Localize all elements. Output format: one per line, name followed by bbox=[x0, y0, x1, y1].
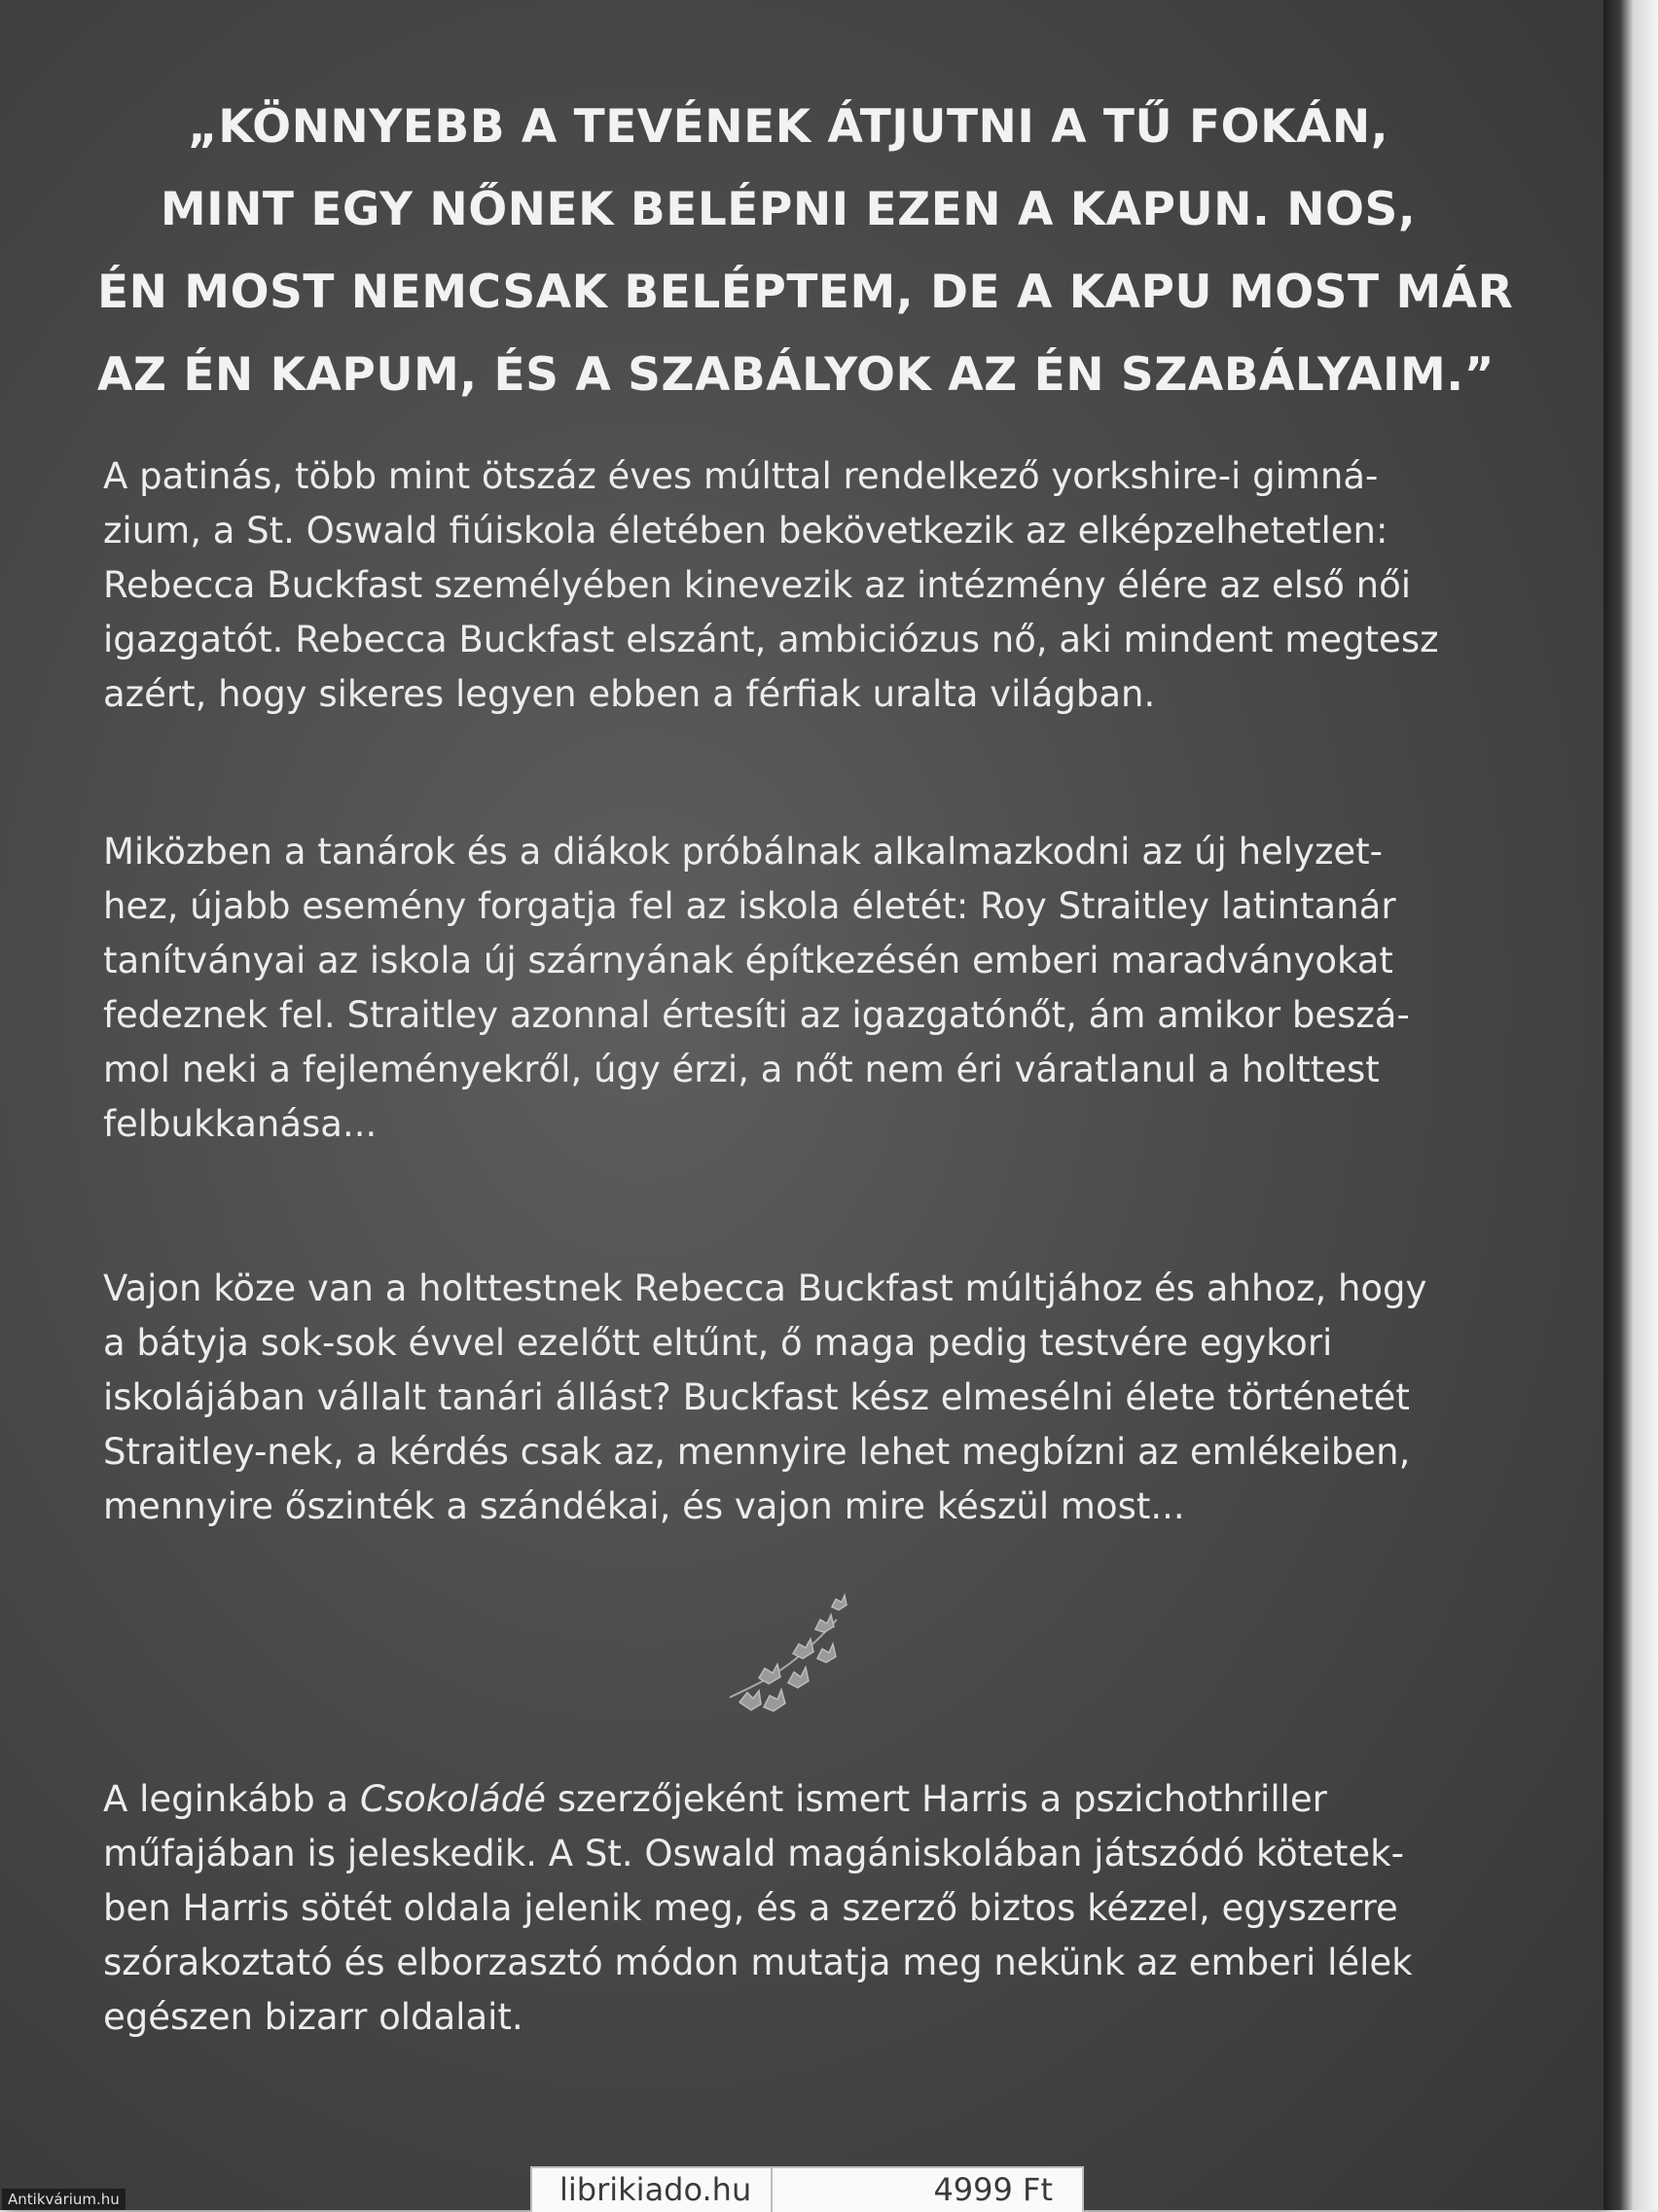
cover-quote bbox=[97, 86, 1514, 416]
text-line: Rebecca Buckfast személyében kinevezik az intézmény élére az első női bbox=[103, 564, 1412, 606]
text-line: A leginkább a Csokoládé szerzőjeként ismert Harris a pszichothriller bbox=[103, 1778, 1327, 1820]
ivy-leaves-icon bbox=[710, 1586, 856, 1731]
quote-line: ÉN MOST NEMCSAK BELÉPTEM, DE A KAPU MOST MÁR bbox=[97, 266, 1514, 319]
publisher-website: librikiado.hu bbox=[559, 2168, 773, 2212]
quote-line: AZ ÉN KAPUM, ÉS A SZABÁLYOK AZ ÉN SZABÁLYAIM.” bbox=[97, 348, 1495, 402]
text-line: műfajában is jeleskedik. A St. Oswald magániskolában játszódó kötetek- bbox=[103, 1833, 1404, 1874]
text-line: zium, a St. Oswald fiúiskola életében bekövetkezik az elképzelhetetlen: bbox=[103, 510, 1388, 552]
text-line: Miközben a tanárok és a diákok próbálnak alkalmazkodni az új helyzet- bbox=[103, 831, 1383, 873]
text-line: ben Harris sötét oldala jelenik meg, és a szerző biztos kézzel, egyszerre bbox=[103, 1887, 1398, 1929]
text-line: hez, újabb esemény forgatja fel az iskola életét: Roy Straitley latintanár bbox=[103, 885, 1396, 927]
text-line: Vajon köze van a holttestnek Rebecca Buckfast múltjához és ahhoz, hogy bbox=[103, 1267, 1427, 1309]
book-title: Csokoládé bbox=[359, 1778, 546, 1820]
watermark: Antikvárium.hu bbox=[2, 2189, 126, 2210]
price-sticker bbox=[530, 2166, 1084, 2212]
text-line: igazgatót. Rebecca Buckfast elszánt, ambiciózus nő, aki mindent megtesz bbox=[103, 619, 1439, 660]
text-line: Straitley-nek, a kérdés csak az, mennyire lehet megbízni az emlékeiben, bbox=[103, 1431, 1411, 1473]
text-line: fedeznek fel. Straitley azonnal értesíti az igazgatónőt, ám amikor beszá- bbox=[103, 994, 1410, 1036]
blurb-paragraph-2 bbox=[103, 825, 1485, 1152]
text-line: A patinás, több mint ötszáz éves múlttal rendelkező yorkshire-i gimná- bbox=[103, 455, 1379, 497]
blurb-paragraph-1 bbox=[103, 449, 1485, 722]
price: 4999 Ft bbox=[933, 2171, 1053, 2208]
text-line: szórakoztató és elborzasztó módon mutatja meg nekünk az emberi lélek bbox=[103, 1942, 1413, 1983]
text-line: a bátyja sok-sok évvel ezelőtt eltűnt, ő maga pedig testvére egykori bbox=[103, 1322, 1333, 1364]
text-line: felbukkanása... bbox=[103, 1103, 378, 1145]
page-edge bbox=[1604, 0, 1658, 2210]
text-line: tanítványai az iskola új szárnyának építkezésén emberi maradványokat bbox=[103, 940, 1393, 981]
text-line: mennyire őszinték a szándékai, és vajon mire készül most... bbox=[103, 1485, 1185, 1527]
quote-line: „KÖNNYEBB A TEVÉNEK ÁTJUTNI A TŰ FOKÁN, bbox=[187, 100, 1389, 154]
text-line: egészen bizarr oldalait. bbox=[103, 1996, 523, 2038]
author-paragraph bbox=[103, 1772, 1485, 2045]
text-line: azért, hogy sikeres legyen ebben a férfiak uralta világban. bbox=[103, 673, 1156, 715]
blurb-paragraph-3 bbox=[103, 1262, 1485, 1534]
text-line: iskolájában vállalt tanári állást? Buckfast kész elmesélni élete történetét bbox=[103, 1376, 1410, 1418]
text-line: mol neki a fejleményekről, úgy érzi, a nőt nem éri váratlanul a holttest bbox=[103, 1049, 1380, 1090]
quote-line: MINT EGY NŐNEK BELÉPNI EZEN A KAPUN. NOS, bbox=[160, 183, 1417, 236]
